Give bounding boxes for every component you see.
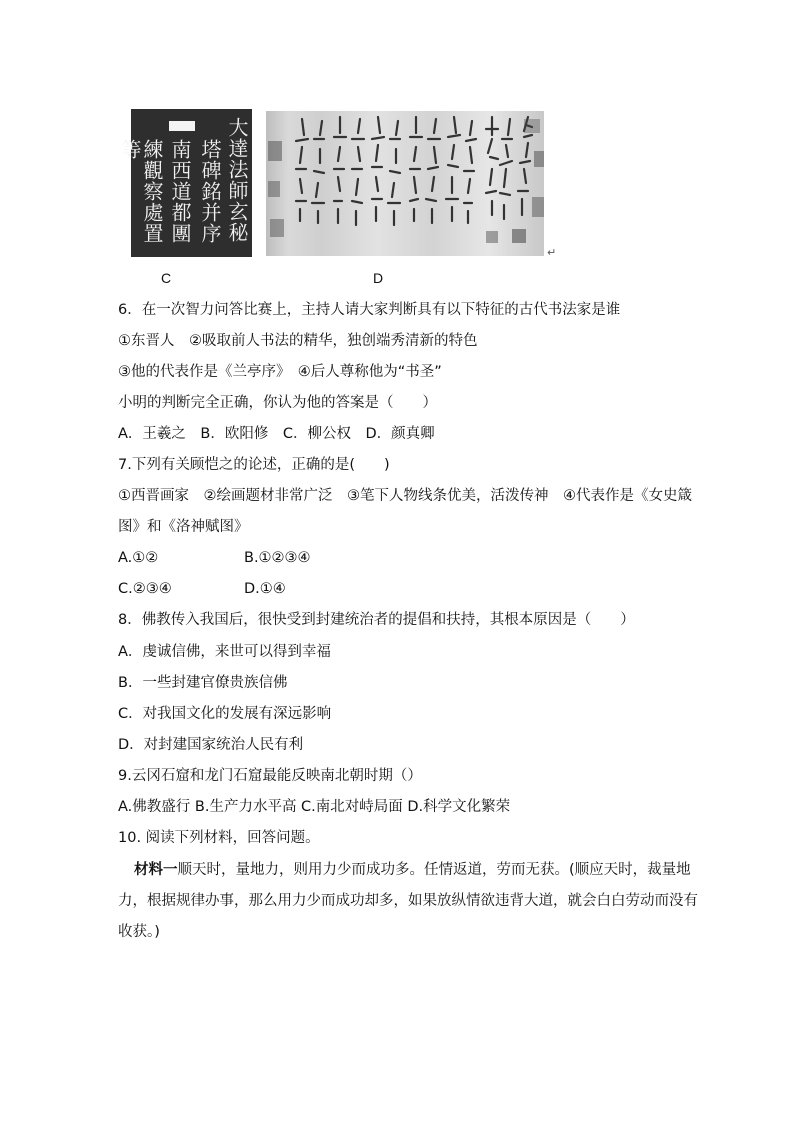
- material-1-line-3: 收获。): [118, 924, 160, 940]
- material-1-line-2: 力，根据规律办事，那么用力少而成功却多，如果放纵情欲违背大道，就会白白劳动而没有: [118, 893, 698, 909]
- question-9: 9.云冈石窟和龙门石窟最能反映南北朝时期（）: [118, 768, 422, 784]
- rubbing-column-3: 南西道都團: [168, 139, 192, 244]
- question-8-option-d: D．对封建国家统治人民有利: [118, 737, 304, 753]
- question-6-options: A．王羲之 B．欧阳修 C．柳公权 D．颜真卿: [118, 426, 435, 442]
- calligraphy-scroll-image-d: [266, 111, 544, 256]
- scroll-strokes-graphic: [266, 111, 544, 256]
- question-6-prompt: 小明的判断完全正确，你认为他的答案是（ ）: [118, 395, 437, 411]
- question-7-option-c: C.②③④: [118, 581, 172, 597]
- material-1-line-1: [134, 860, 691, 880]
- image-c-caption: C: [161, 270, 172, 286]
- question-9-options: A.佛教盛行 B.生产力水平高 C.南北对峙局面 D.科学文化繁荣: [118, 799, 511, 815]
- question-6-features-1: ①东晋人 ②吸取前人书法的精华，独创端秀清新的特色: [118, 333, 478, 349]
- rubbing-column-2: 塔碑銘并序: [198, 139, 222, 244]
- question-10: 10. 阅读下列材料，回答问题。: [118, 830, 320, 846]
- rubbing-column-4: 練觀察處置等: [118, 139, 164, 244]
- question-7-option-d: D.①④: [244, 581, 286, 597]
- paragraph-return-icon: ↵: [547, 246, 557, 259]
- calligraphy-rubbing-image-c: [118, 109, 252, 257]
- question-7-option-a: A.①②: [118, 550, 159, 566]
- question-7: 7.下列有关顾恺之的论述，正确的是( ): [118, 457, 390, 473]
- question-7-items-1: ①西晋画家 ②绘画题材非常广泛 ③笔下人物线条优美，活泼传神 ④代表作是《女史箴: [118, 488, 692, 504]
- question-6: 6．在一次智力问答比赛上，主持人请大家判断具有以下特征的古代书法家是谁: [118, 302, 621, 318]
- question-8-option-b: B．一些封建官僚贵族信佛: [118, 675, 288, 691]
- material-1-text-1: 顺天时，量地力，则用力少而成功多。任情返道，劳而无获。(顺应天时，裁量地: [177, 862, 691, 878]
- question-6-features-2: ③他的代表作是《兰亭序》 ④后人尊称他为“书圣”: [118, 364, 442, 380]
- rubbing-column-1: 大達法師玄秘: [225, 117, 249, 243]
- question-7-items-2: 图》和《洛神赋图》: [118, 519, 249, 535]
- question-8-option-c: C．对我国文化的发展有深远影响: [118, 706, 332, 722]
- material-1-label: 材料一: [134, 862, 178, 878]
- question-8-option-a: A．虔诚信佛，来世可以得到幸福: [118, 644, 331, 660]
- question-8: 8．佛教传入我国后，很快受到封建统治者的提倡和扶持，其根本原因是（ ）: [118, 612, 635, 628]
- image-d-caption: D: [373, 270, 384, 286]
- question-7-option-b: B.①②③④: [244, 550, 311, 566]
- rubbing-blot: [169, 121, 195, 131]
